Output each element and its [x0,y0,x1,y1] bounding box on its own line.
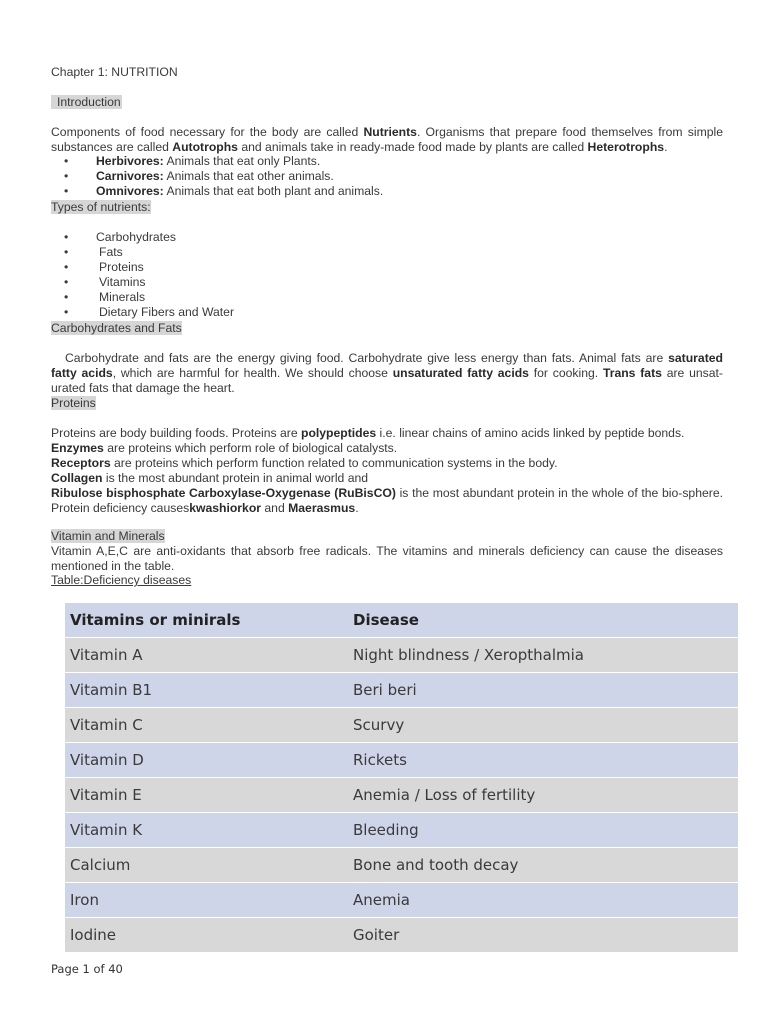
table-row [65,708,738,743]
list-item: • Fats [64,245,123,259]
list-item: • Omnivores: Animals that eat both plant and animals. [64,184,384,198]
table-row [65,673,738,708]
table-cell: Vitamin D [65,743,348,778]
carb-heading: Carbohydrates and Fats [51,321,182,335]
table-cell: Vitamin K [65,813,348,848]
vitamin-minerals-paragraph: Vitamin A,E,C are anti-oxidants that absorb free radicals. The vitamins and minerals deficiency can cause the diseases mentioned in the table. [51,544,723,573]
table-cell: Beri beri [348,673,738,708]
table-cell: Bleeding [348,813,738,848]
carb-paragraph: Carbohydrate and fats are the energy giving food. Carbohydrate give less energy than fats. Animal fats are saturated fatty acids, which are harmful for health. We should choose unsaturated fatty acids for cooking. Trans fats are unsat-urated fats that damage the heart. [51,351,723,395]
table-cell: Anemia [348,883,738,918]
table-cell: Goiter [348,918,738,953]
list-item: • Minerals [64,290,146,304]
types-heading: Types of nutrients: [51,200,151,214]
table-cell: Scurvy [348,708,738,743]
table-cell: Vitamin A [65,638,348,673]
list-item: • Vitamins [64,275,146,289]
table-row [65,638,738,673]
deficiency-table [65,603,738,953]
vitamin-minerals-heading: Vitamin and Minerals [51,529,165,543]
intro-heading: Introduction [51,95,122,109]
table-row [65,883,738,918]
list-item: • Carbohydrates [64,230,176,244]
table-cell: Night blindness / Xeropthalmia [348,638,738,673]
page-number: Page 1 of 40 [51,962,123,976]
table-cell: Vitamin B1 [65,673,348,708]
table-row [65,813,738,848]
chapter-title: Chapter 1: NUTRITION [51,65,178,79]
column-header: Vitamins or minirals [65,603,348,638]
table-cell: Vitamin C [65,708,348,743]
table-cell: Iodine [65,918,348,953]
table-caption: Table:Deficiency diseases [51,573,192,587]
list-item: • Herbivores: Animals that eat only Plants. [64,154,321,168]
feeder-list [51,154,723,199]
intro-paragraph: Components of food necessary for the body are called Nutrients. Organisms that prepare food themselves from simple substances are called Autotrophs and animals take in ready-made food made by plants are called Heterotrophs. [51,125,723,154]
table-row [65,848,738,883]
table-row [65,778,738,813]
list-item: • Dietary Fibers and Water [64,305,235,319]
table-cell: Vitamin E [65,778,348,813]
table-cell: Anemia / Loss of fertility [348,778,738,813]
table-cell: Rickets [348,743,738,778]
column-header: Disease [348,603,738,638]
proteins-heading: Proteins [51,396,96,410]
table-cell: Calcium [65,848,348,883]
list-item: • Proteins [64,260,144,274]
proteins-paragraph: Proteins are body building foods. Proteins are polypeptides i.e. linear chains of amino acids linked by peptide bonds. Enzymes are proteins which perform role of biological catalysts. Receptors are proteins which perform function related to communication systems in the body. Collagen is the most abundant protein in animal world and Ribulose bisphosphate Carboxylase-Oxygenase (RuBisCO) is the most abundant protein in the whole of the bio-sphere. Protein deficiency causeskwashiorkor and Maerasmus. [51,426,723,515]
table-cell: Iron [65,883,348,918]
table-row [65,918,738,953]
table-cell: Bone and tooth decay [348,848,738,883]
table-header-row [65,603,738,638]
table-row [65,743,738,778]
list-item: • Carnivores: Animals that eat other animals. [64,169,334,183]
nutrient-list [51,230,723,320]
